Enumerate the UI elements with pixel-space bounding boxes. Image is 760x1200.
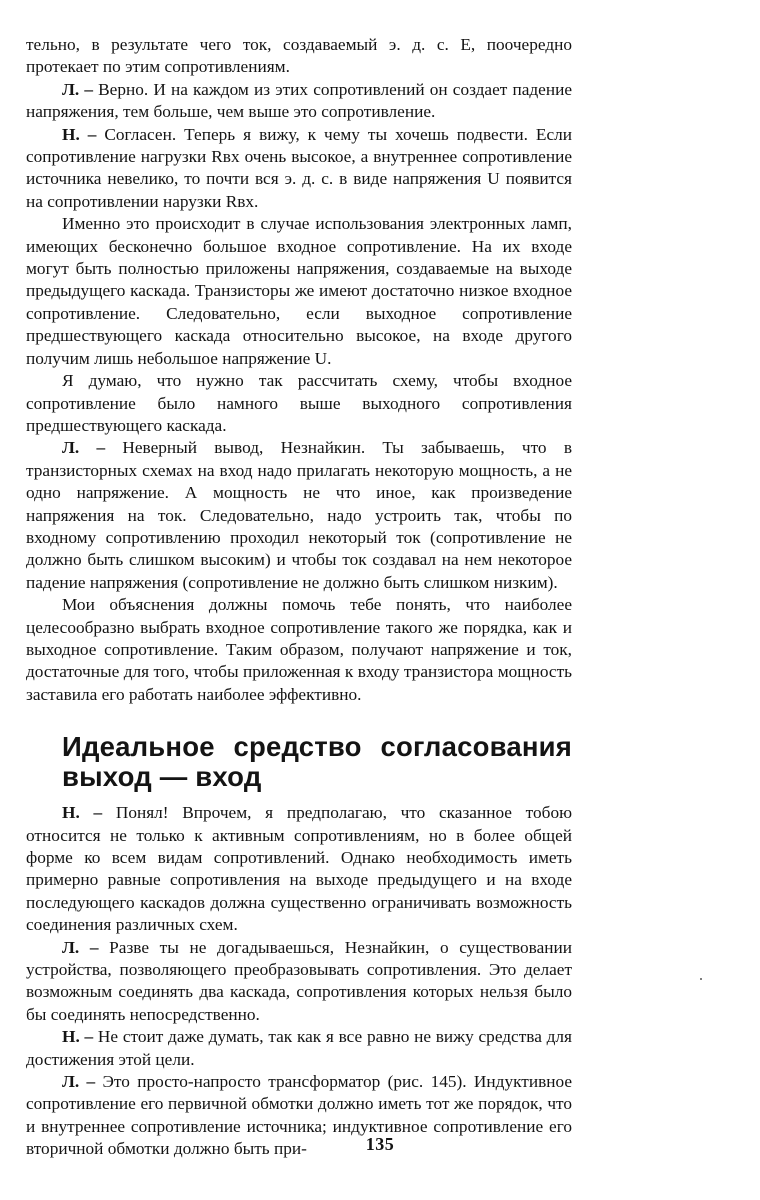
paragraph-text: Это просто-напросто трансформатор (рис. 145). Индуктивное сопротивление его первичной обмотки должно иметь тот же порядок, что и внутреннее сопротивление источника; индуктивное сопротивление его вторичной обмотки должно быть при- bbox=[26, 1072, 572, 1159]
paragraph bbox=[26, 124, 572, 214]
paragraph-text: Неверный вывод, Незнайкин. Ты забываешь, что в транзисторных схемах на вход надо прилагать некоторую мощность, а не одно напряжение. А мощность не что иное, как произведение напряжения на ток. Следовательно, надо устроить так, чтобы по входному сопротивлению проходил некоторый ток (сопротивление не должно быть слишком высоким) и чтобы ток создавал на нем некоторое падение напряжения (сопротивление не должно быть слишком низким). bbox=[26, 438, 572, 592]
paragraph bbox=[26, 937, 572, 1027]
paragraph bbox=[26, 1026, 572, 1071]
paragraph-text: тельно, в результате чего ток, создаваемый э. д. с. E, поочередно протекает по этим сопротивлениям. bbox=[26, 35, 572, 77]
scan-speck bbox=[700, 978, 702, 980]
paragraph-text: Именно это происходит в случае использования электронных ламп, имеющих бесконечно большое входное сопротивление. На их входе могут быть полностью приложены напряжения, создаваемые на выходе предыдущего каскада. Транзисторы же имеют достаточно низкое входное сопротивление. Следовательно, если выходное сопротивление предшествующего каскада относительно высокое, на входе другого получим лишь небольшое напряжение U. bbox=[26, 214, 572, 368]
speaker-label: Л. – bbox=[62, 937, 99, 957]
speaker-label: Н. – bbox=[62, 124, 97, 144]
paragraph bbox=[26, 34, 572, 79]
paragraph-text: Согласен. Теперь я вижу, к чему ты хочешь подвести. Если сопротивление нагрузки Rвх очень высокое, а внутреннее сопротивление источника невелико, то почти вся э. д. с. в виде напряжения U появится на сопротивлении нарузки Rвх. bbox=[26, 124, 572, 211]
paragraph bbox=[26, 213, 572, 370]
paragraph-text: Я думаю, что нужно так рассчитать схему, чтобы входное сопротивление было намного выше выходного сопротивления предшествующего каскада. bbox=[26, 371, 572, 435]
speaker-label: Н. – bbox=[62, 803, 103, 823]
paragraph bbox=[26, 79, 572, 124]
paragraph-text: Верно. И на каждом из этих сопротивлений он создает падение напряжения, тем больше, чем выше это сопротивление. bbox=[26, 79, 572, 122]
page-number: 135 bbox=[365, 1134, 395, 1154]
paragraph-text: Не стоит даже думать, так как я все равно не вижу средства для достижения этой цели. bbox=[26, 1027, 572, 1069]
paragraph-text: Понял! Впрочем, я предполагаю, что сказанное тобою относится не только к активным сопротивлениям, но в более общей форме ко всем видам сопротивлений. Однако необходимость иметь примерно равные сопротивления на выходе предыдущего и на входе последующего каскадов должна существенно ограничивать возможность соединения различных схем. bbox=[26, 803, 572, 935]
section-heading: Идеальное средство согласования выход — вход bbox=[62, 731, 572, 793]
paragraph-text: Разве ты не догадываешься, Незнайкин, о существовании устройства, позволяющего преобразовывать сопротивления. Это делает возможным соединять два каскада, сопротивления которых нельзя было бы соединять непосредственно. bbox=[26, 937, 572, 1024]
paragraph bbox=[26, 594, 572, 706]
speaker-label: Н. – bbox=[62, 1027, 94, 1047]
speaker-label: Л. – bbox=[62, 79, 93, 99]
paragraph-text: Мои объяснения должны помочь тебе понять, что наиболее целесообразно выбрать входное сопротивление такого же порядка, как и выходное сопротивление. Таким образом, получают напряжение и ток, достаточные для того, чтобы приложенная к входу транзистора мощность заставила его работать наиболее эффективно. bbox=[26, 595, 572, 704]
paragraph bbox=[26, 437, 572, 594]
speaker-label: Л. – bbox=[62, 438, 106, 458]
paragraph bbox=[26, 370, 572, 437]
paragraph bbox=[26, 802, 572, 936]
body-text bbox=[26, 34, 572, 1161]
speaker-label: Л. – bbox=[62, 1072, 96, 1092]
